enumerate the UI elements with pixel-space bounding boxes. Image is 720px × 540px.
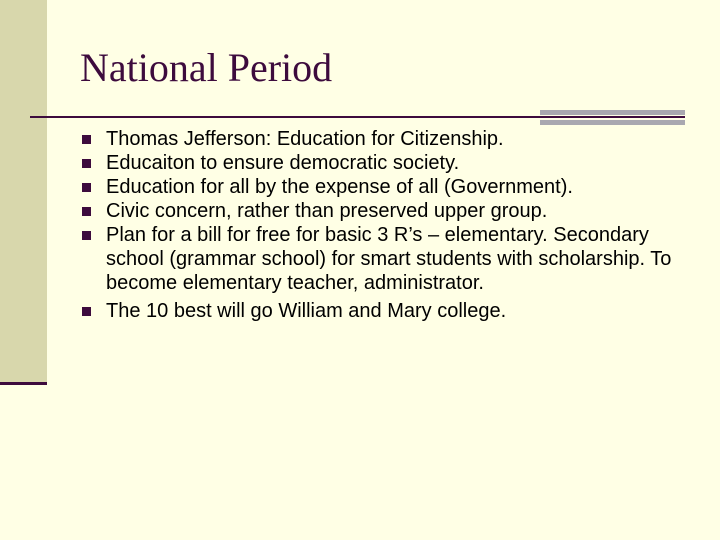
- square-bullet-icon: [82, 231, 91, 240]
- bullet-item: [82, 175, 702, 199]
- bullet-item: [82, 151, 702, 175]
- bullet-item: [82, 299, 702, 323]
- square-bullet-icon: [82, 307, 91, 316]
- title-underline: [30, 116, 685, 118]
- left-decorative-band: [0, 0, 47, 382]
- square-bullet-icon: [82, 159, 91, 168]
- title-underline-accent-top: [540, 110, 685, 115]
- title-underline-accent-bottom: [540, 120, 685, 125]
- square-bullet-icon: [82, 135, 91, 144]
- bullet-text: The 10 best will go William and Mary college.: [106, 300, 507, 322]
- bullet-text: Civic concern, rather than preserved upper group.: [106, 200, 548, 222]
- bullet-item: [82, 199, 702, 223]
- slide-title: National Period: [80, 45, 333, 90]
- bullet-text: Education for all by the expense of all (Government).: [106, 176, 573, 198]
- bullet-text: Educaiton to ensure democratic society.: [106, 152, 460, 174]
- bullet-text: Thomas Jefferson: Education for Citizenship.: [106, 128, 504, 150]
- left-band-rule: [0, 382, 47, 385]
- bullet-list: [82, 127, 702, 323]
- bullet-item: [82, 127, 702, 151]
- bullet-text: Plan for a bill for free for basic 3 R’s – elementary. Secondary school (grammar school) for smart students with scholarship. To become elementary teacher, administrator.: [106, 224, 672, 294]
- bullet-item: [82, 223, 702, 295]
- square-bullet-icon: [82, 183, 91, 192]
- square-bullet-icon: [82, 207, 91, 216]
